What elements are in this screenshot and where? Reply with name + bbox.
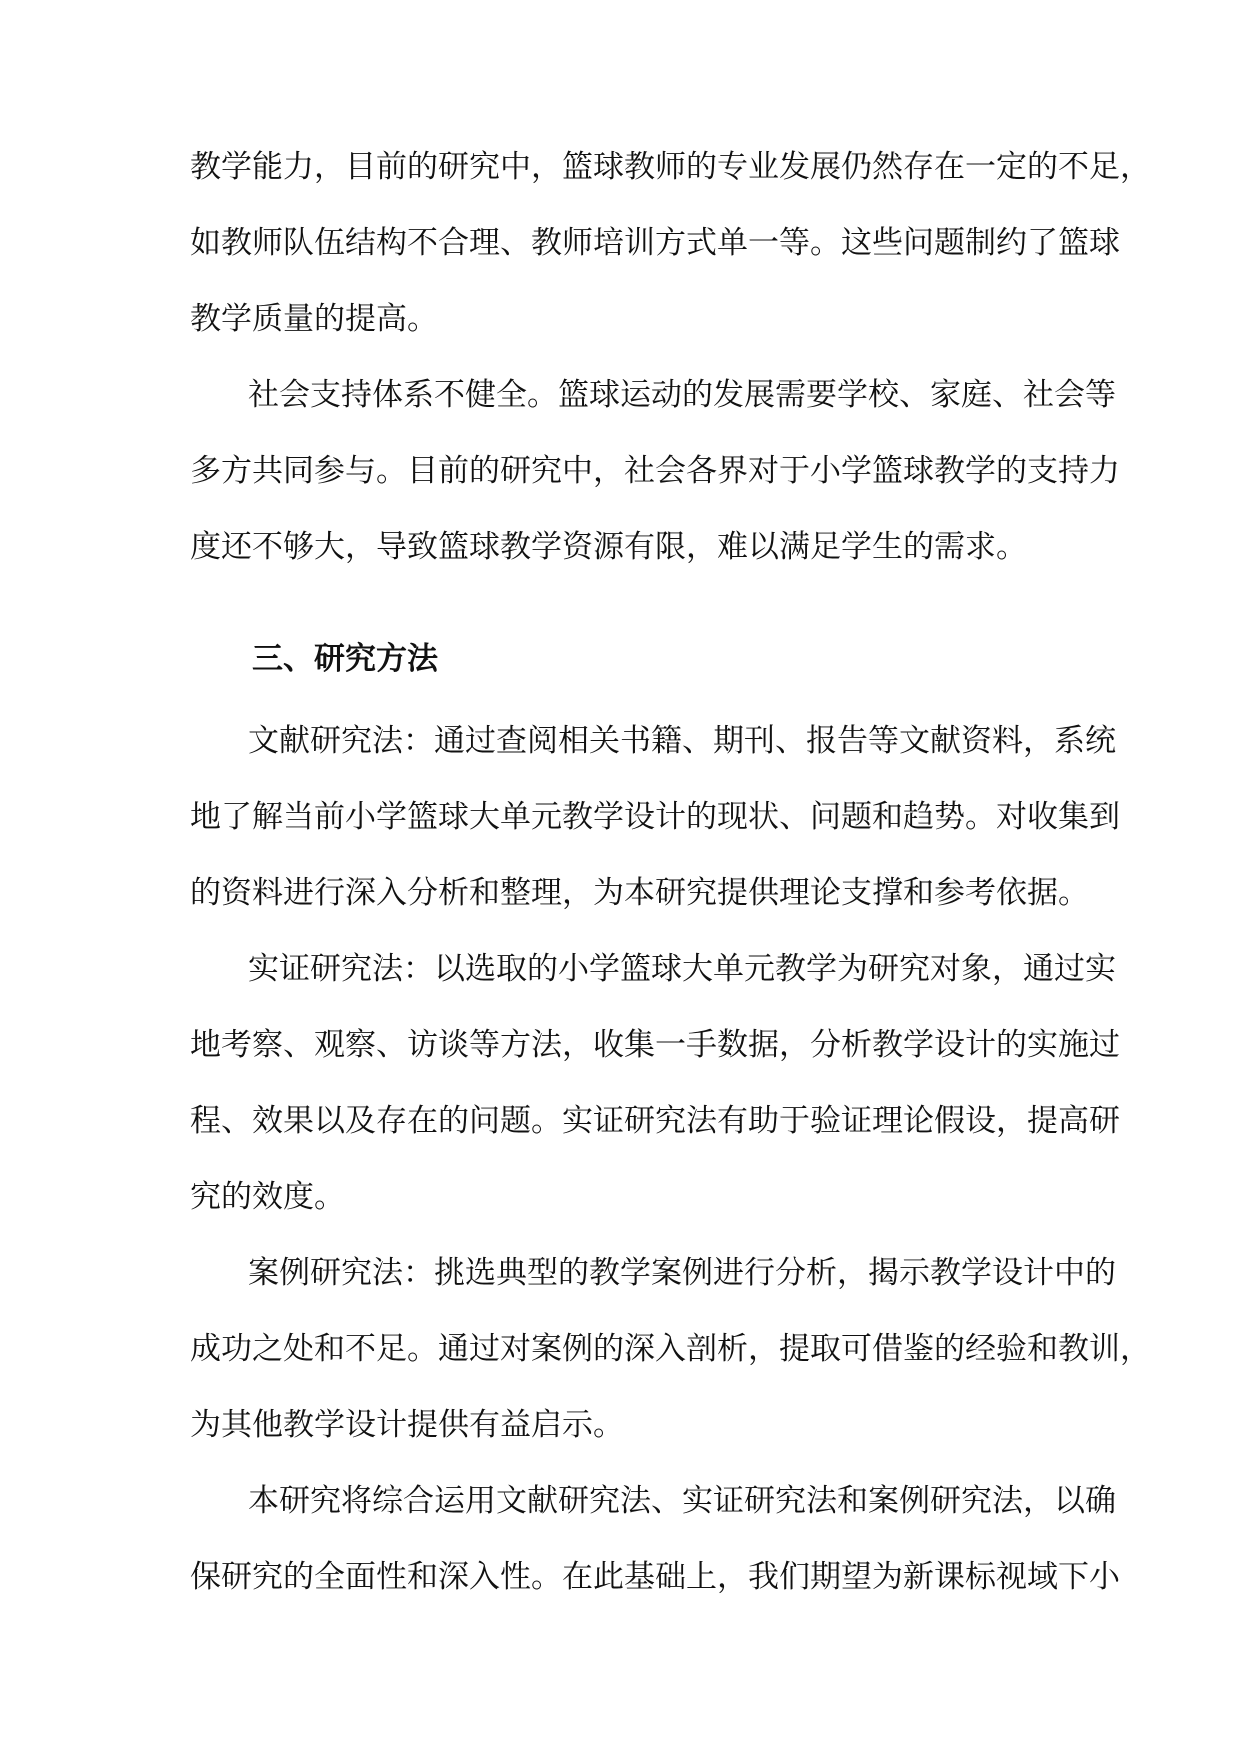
body-text-line: 社会支持体系不健全。篮球运动的发展需要学校、家庭、社会等 — [248, 377, 1116, 413]
body-text-line: 成功之处和不足。通过对案例的深入剖析，提取可借鉴的经验和教训， — [190, 1331, 1151, 1367]
section-heading: 三、研究方法 — [252, 641, 438, 677]
body-text-line: 如教师队伍结构不合理、教师培训方式单一等。这些问题制约了篮球 — [190, 225, 1120, 261]
body-text-line: 程、效果以及存在的问题。实证研究法有助于验证理论假设，提高研 — [190, 1103, 1120, 1139]
body-text-line: 度还不够大，导致篮球教学资源有限，难以满足学生的需求。 — [190, 529, 1027, 565]
body-text-line: 本研究将综合运用文献研究法、实证研究法和案例研究法，以确 — [248, 1483, 1116, 1519]
body-text-line: 案例研究法：挑选典型的教学案例进行分析，揭示教学设计中的 — [248, 1255, 1116, 1291]
body-text-line: 地考察、观察、访谈等方法，收集一手数据，分析教学设计的实施过 — [190, 1027, 1120, 1063]
body-text-line: 多方共同参与。目前的研究中，社会各界对于小学篮球教学的支持力 — [190, 453, 1120, 489]
body-text-line: 究的效度。 — [190, 1179, 345, 1215]
body-text-line: 为其他教学设计提供有益启示。 — [190, 1407, 624, 1443]
body-text-line: 实证研究法：以选取的小学篮球大单元教学为研究对象，通过实 — [248, 951, 1116, 987]
body-text-line: 文献研究法：通过查阅相关书籍、期刊、报告等文献资料，系统 — [248, 723, 1116, 759]
body-text-line: 教学质量的提高。 — [190, 301, 438, 337]
body-text-line: 的资料进行深入分析和整理，为本研究提供理论支撑和参考依据。 — [190, 875, 1089, 911]
body-text-line: 保研究的全面性和深入性。在此基础上，我们期望为新课标视域下小 — [190, 1559, 1120, 1595]
body-text-line: 教学能力，目前的研究中，篮球教师的专业发展仍然存在一定的不足， — [190, 149, 1151, 185]
body-text-line: 地了解当前小学篮球大单元教学设计的现状、问题和趋势。对收集到 — [190, 799, 1120, 835]
